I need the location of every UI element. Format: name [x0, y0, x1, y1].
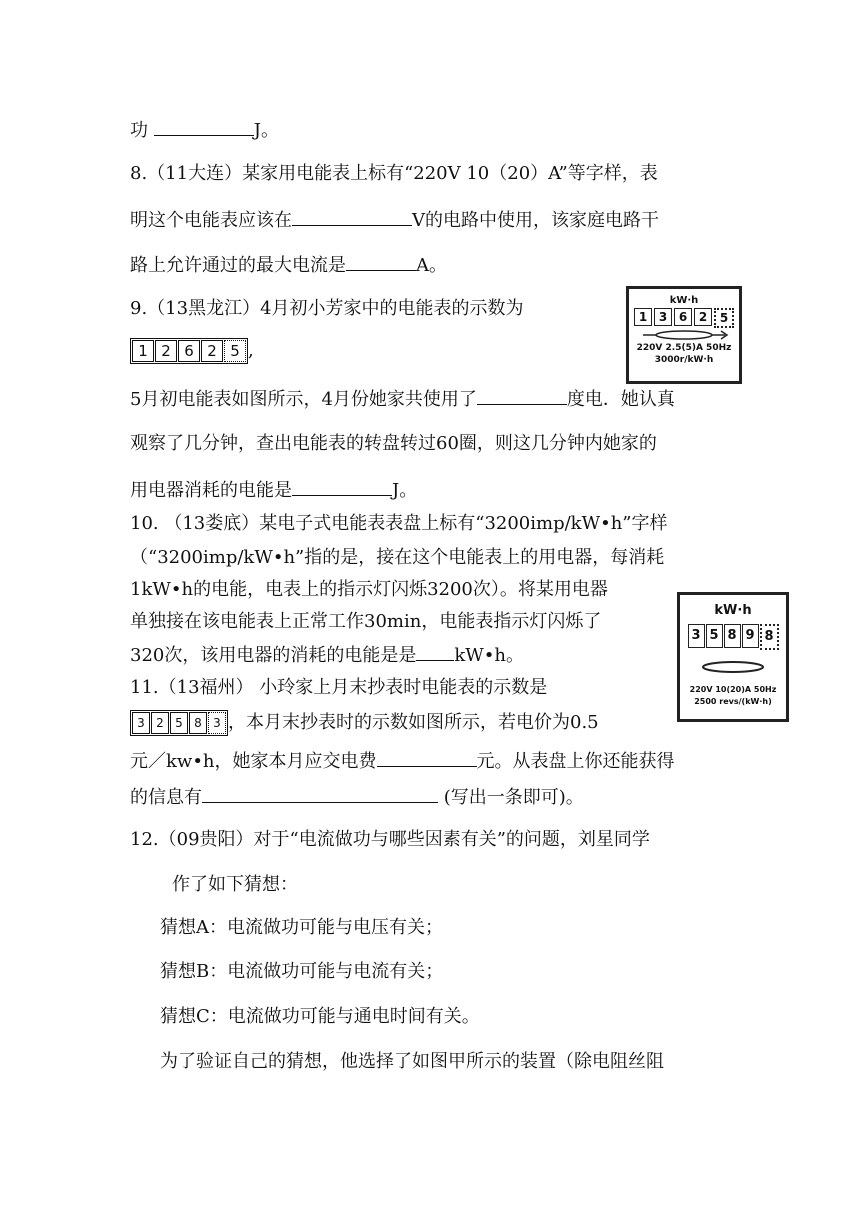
- q11-text: ，本月末抄表时的示数如图所示，若电价为0.5: [228, 712, 599, 733]
- q12-line-1: 12.（09贵阳）对于“电流做功与哪些因素有关”的问题，刘星同学: [130, 829, 650, 850]
- q10-line-1: 10. （13娄底）某电子式电能表表盘上标有“3200imp/kW•h”字样: [130, 513, 668, 534]
- q9-line-2: [130, 338, 254, 364]
- q9-text: 用电器消耗的电能是: [130, 480, 292, 501]
- digit: 5: [714, 308, 734, 328]
- q11-line-3: [130, 748, 675, 774]
- q9-line-4: 观察了几分钟，查出电能表的转盘转过60圈，则这几分钟内她家的: [130, 433, 657, 454]
- digit: 6: [178, 340, 200, 362]
- q10-line-2: （“3200imp/kW•h”指的是，接在这个电能表上的用电器，每消耗: [130, 547, 665, 568]
- meter-unit: kW·h: [714, 603, 752, 618]
- answer-blank[interactable]: [377, 748, 477, 767]
- rotating-disk-icon: [680, 656, 786, 678]
- q10-line-3: 1kW•h的电能，电表上的指示灯闪烁3200次）。将某用电器: [130, 579, 608, 600]
- digit: 5: [170, 712, 188, 734]
- q7-tail-unit: J。: [253, 120, 279, 141]
- q10-line-4: 单独接在该电能表上正常工作30min，电能表指示灯闪烁了: [130, 611, 602, 632]
- digit: 5: [224, 340, 246, 362]
- q8-text: 明这个电能表应该在: [130, 210, 292, 231]
- q9-line-1: 9.（13黑龙江）4月初小芳家中的电能表的示数为: [130, 298, 524, 319]
- q9-line-5: [130, 477, 417, 503]
- q11-text: 元／kw•h，她家本月应交电费: [130, 751, 377, 772]
- q12-line-4: 猜想B：电流做功可能与电流有关；: [160, 961, 444, 982]
- q10-line-5: [130, 642, 524, 668]
- q8-text: 路上允许通过的最大电流是: [130, 255, 346, 276]
- q10-text: 320次，该用电器的消耗的电能是是: [130, 645, 417, 666]
- digit: 8: [189, 712, 207, 734]
- meter-spec: 220V 2.5(5)A 50Hz: [636, 343, 732, 353]
- rotating-disk-icon: [629, 328, 739, 342]
- digit: 2: [694, 308, 712, 326]
- digit: 6: [674, 308, 692, 326]
- meter-spec: 2500 revs/(kW·h): [694, 697, 772, 706]
- q8-text: A。: [416, 255, 447, 276]
- q11-text: 元。从表盘上你还能获得: [476, 751, 675, 772]
- q8-text: V的电路中使用，该家庭电路干: [412, 210, 659, 231]
- answer-blank[interactable]: [202, 784, 438, 803]
- q11-text: 的信息有: [130, 787, 202, 808]
- electric-meter-figure-q11: [677, 592, 789, 722]
- q12-line-2: 作了如下猜想：: [172, 874, 298, 895]
- q7-tail-text: 功: [130, 120, 154, 141]
- digit: 3: [208, 712, 226, 734]
- digit: 3: [654, 308, 672, 326]
- meter-digits: [680, 624, 786, 650]
- answer-blank[interactable]: [154, 117, 254, 136]
- answer-blank[interactable]: [477, 386, 567, 405]
- digit: 3: [132, 712, 150, 734]
- answer-blank[interactable]: [292, 477, 392, 496]
- q11-line-1: 11.（13福州） 小玲家上月末抄表时电能表的示数是: [130, 677, 548, 698]
- answer-blank[interactable]: [416, 642, 454, 661]
- digit: 1: [634, 308, 652, 326]
- q11-text: (写出一条即可)。: [438, 787, 584, 808]
- q8-line-1: 8.（11大连）某家用电能表上标有“220V 10（20）A”等字样，表: [130, 163, 658, 184]
- q9-text: 5月初电能表如图所示，4月份她家共使用了: [130, 389, 477, 410]
- digit: 3: [688, 624, 705, 648]
- meter-spec: 220V 10(20)A 50Hz: [689, 685, 777, 694]
- digit: 8: [724, 624, 741, 648]
- q7-tail-line: [130, 117, 279, 143]
- q8-line-3: [130, 252, 447, 278]
- electric-meter-figure-q9: [626, 286, 742, 384]
- q9-text: ,: [248, 340, 254, 361]
- answer-blank[interactable]: [346, 252, 416, 271]
- digit: 2: [155, 340, 177, 362]
- q11-line-2: [130, 710, 599, 736]
- april-meter-reading: [130, 338, 248, 364]
- meter-digits: [629, 308, 739, 328]
- meter-spec: 3000r/kW·h: [654, 355, 714, 365]
- q12-line-6: 为了验证自己的猜想，他选择了如图甲所示的装置（除电阻丝阻: [160, 1051, 664, 1072]
- digit: 2: [151, 712, 169, 734]
- q10-text: kW•h。: [454, 645, 524, 666]
- q9-line-3: [130, 386, 675, 412]
- q9-text: 度电．她认真: [566, 389, 675, 410]
- q11-line-4: [130, 784, 584, 810]
- q9-text: J。: [392, 480, 418, 501]
- last-month-meter-reading: [130, 710, 228, 736]
- digit: 2: [201, 340, 223, 362]
- q12-line-5: 猜想C：电流做功可能与通电时间有关。: [160, 1006, 480, 1027]
- digit: 8: [760, 624, 779, 650]
- digit: 9: [742, 624, 759, 648]
- q12-line-3: 猜想A：电流做功可能与电压有关；: [160, 917, 443, 938]
- answer-blank[interactable]: [292, 207, 412, 226]
- meter-unit: kW·h: [669, 295, 699, 306]
- q8-line-2: [130, 207, 659, 233]
- digit: 1: [132, 340, 154, 362]
- digit: 5: [706, 624, 723, 648]
